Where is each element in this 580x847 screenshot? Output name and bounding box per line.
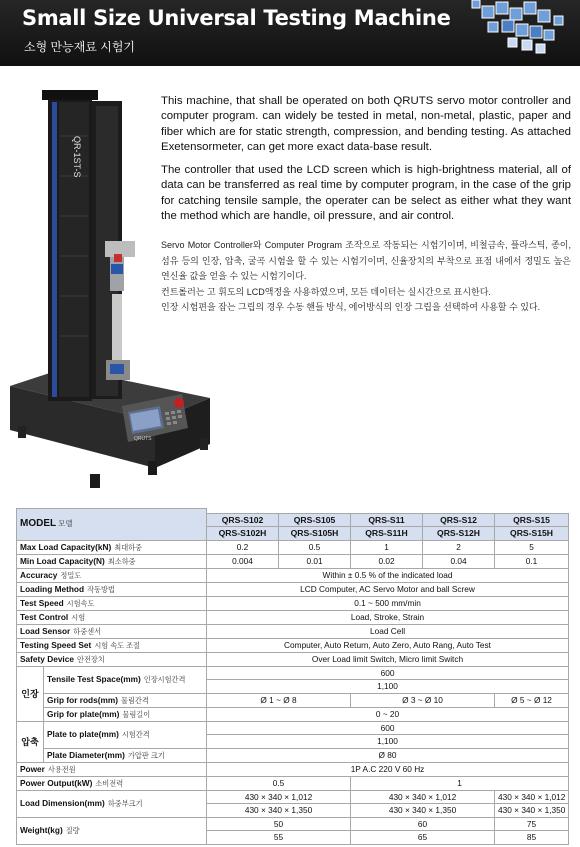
page-title: Small Size Universal Testing Machine <box>22 6 451 30</box>
model-cell: QRS-S12H <box>423 527 495 541</box>
model-cell: QRS-S105 <box>279 513 351 527</box>
table-cell: Ø 1 ~ Ø 8 <box>207 693 351 707</box>
description-korean-2: 컨트롤러는 고 휘도의 LCD액정을 사용하였으며, 모든 데이터는 실시간으로 표시한다. <box>161 287 491 297</box>
row-label-speed-set: Testing Speed Set 시험 속도 조절 <box>17 638 207 652</box>
table-row <box>17 790 569 804</box>
table-cell: 1,100 <box>207 735 569 749</box>
table-row <box>17 776 569 790</box>
table-row <box>17 610 569 624</box>
model-cell: QRS-S11 <box>351 513 423 527</box>
row-label-accuracy: Accuracy 정밀도 <box>17 568 207 582</box>
row-label-test-speed: Test Speed 시험속도 <box>17 596 207 610</box>
table-row <box>17 817 569 831</box>
table-cell: Ø 5 ~ Ø 12 <box>495 693 569 707</box>
model-cell: QRS-S102H <box>207 527 279 541</box>
table-row <box>17 582 569 596</box>
table-cell: 2 <box>423 540 495 554</box>
table-cell: 0.1 <box>495 554 569 568</box>
row-label-max-load: Max Load Capacity(kN) 최대하중 <box>17 540 207 554</box>
table-row <box>17 568 569 582</box>
table-row <box>17 693 569 707</box>
table-cell: 0.02 <box>351 554 423 568</box>
table-row <box>17 540 569 554</box>
row-label-power: Power 사용전원 <box>17 762 207 776</box>
table-row <box>17 638 569 652</box>
model-cell: QRS-S15 <box>495 513 569 527</box>
description-english-1: This machine, that shall be operated on both QRUTS servo motor controller and computer program. can widely be tested in metal, non-metal, plastic, paper and fiber which are for static strength, compression, and bending testing. As attached Exetensormeter, can get more exact data-base result. <box>161 95 571 154</box>
table-cell: 430 × 340 × 1,350 <box>207 804 351 818</box>
table-row <box>17 596 569 610</box>
table-cell: Load, Stroke, Strain <box>207 610 569 624</box>
description-korean-3: 인장 시험편을 잡는 그립의 경우 수동 핸들 방식, 에어방식의 인장 그립을 선택하여 사용할 수 있다. <box>161 302 541 312</box>
table-cell: 430 × 340 × 1,012 <box>351 790 495 804</box>
table-cell: 600 <box>207 721 569 735</box>
row-label-dimension: Load Dimension(mm) 하중부크기 <box>17 790 207 817</box>
table-cell: 430 × 340 × 1,350 <box>495 804 569 818</box>
table-cell: Ø 80 <box>207 748 569 762</box>
table-cell: 430 × 340 × 1,012 <box>207 790 351 804</box>
page-header <box>0 0 580 66</box>
model-cell: QRS-S15H <box>495 527 569 541</box>
table-cell: 0.04 <box>423 554 495 568</box>
row-label-loading-method: Loading Method 작동방법 <box>17 582 207 596</box>
table-cell: Ø 3 ~ Ø 10 <box>351 693 495 707</box>
table-cell: Load Cell <box>207 624 569 638</box>
model-cell: QRS-S11H <box>351 527 423 541</box>
table-cell: LCD Computer, AC Servo Motor and ball Screw <box>207 582 569 596</box>
table-cell: 600 <box>207 666 569 680</box>
page-subtitle: 소형 만능재료 시험기 <box>24 40 135 54</box>
table-row <box>17 652 569 666</box>
table-cell: 85 <box>495 831 569 845</box>
row-label-grip-plate: Grip for plate(mm) 물림길이 <box>44 707 207 721</box>
group-label-tension: 인장 <box>17 666 44 721</box>
group-label-compression: 압축 <box>17 721 44 762</box>
table-cell: 0.004 <box>207 554 279 568</box>
row-label-power-output: Power Output(kW) 소비전력 <box>17 776 207 790</box>
table-cell: 75 <box>495 817 569 831</box>
table-cell: Within ± 0.5 % of the indicated load <box>207 568 569 582</box>
table-cell: 430 × 340 × 1,012 <box>495 790 569 804</box>
model-cell: QRS-S12 <box>423 513 495 527</box>
table-cell: 0.1 ~ 500 mm/min <box>207 596 569 610</box>
table-cell: 0.5 <box>207 776 351 790</box>
table-cell: 0.01 <box>279 554 351 568</box>
row-label-tensile-space: Tensile Test Space(mm) 인장시험간격 <box>44 666 207 693</box>
table-cell: 1 <box>351 776 569 790</box>
table-cell: 50 <box>207 817 351 831</box>
table-row <box>17 721 569 735</box>
table-cell: Computer, Auto Return, Auto Zero, Auto Rang, Auto Test <box>207 638 569 652</box>
row-label-grip-rods: Grip for rods(mm) 물림간격 <box>44 693 207 707</box>
panel-label: QRUTS <box>134 436 152 442</box>
row-label-min-load: Min Load Capacity(N) 최소하중 <box>17 554 207 568</box>
table-cell: 65 <box>351 831 495 845</box>
table-cell: 1 <box>351 540 423 554</box>
row-label-plate-to-plate: Plate to plate(mm) 시험간격 <box>44 721 207 748</box>
row-label-test-control: Test Control 시험 <box>17 610 207 624</box>
row-label-weight: Weight(kg) 질량 <box>17 817 207 844</box>
table-row <box>17 748 569 762</box>
spec-table <box>16 508 569 845</box>
table-cell: 55 <box>207 831 351 845</box>
table-cell: 60 <box>351 817 495 831</box>
table-cell: Over Load limit Switch, Micro limit Switch <box>207 652 569 666</box>
cube-graphic <box>452 0 572 66</box>
column-label: QR-1ST-S <box>72 136 82 178</box>
model-header: MODEL 모델 <box>17 509 207 541</box>
table-cell: 0 ~ 20 <box>207 707 569 721</box>
table-cell: 0.2 <box>207 540 279 554</box>
table-cell: 1P A.C 220 V 60 Hz <box>207 762 569 776</box>
description-english-2: The controller that used the LCD screen which is high-brightness material, all of data can be transferred as real time by computer program, in the case of the grip for catching tensile sample, the operater can be select as either what they want the method which are handle, oil pressure, and air control. <box>161 164 571 223</box>
model-cell: QRS-S105H <box>279 527 351 541</box>
table-row <box>17 666 569 680</box>
table-cell: 1,100 <box>207 680 569 694</box>
table-cell: 430 × 340 × 1,350 <box>351 804 495 818</box>
table-row <box>17 707 569 721</box>
row-label-safety: Safety Device 안전장치 <box>17 652 207 666</box>
table-row <box>17 554 569 568</box>
table-cell: 5 <box>495 540 569 554</box>
table-cell: 0.5 <box>279 540 351 554</box>
row-label-plate-diameter: Plate Diameter(mm) 가압판 크기 <box>44 748 207 762</box>
table-row <box>17 762 569 776</box>
description-korean-1: Servo Motor Controller와 Computer Program 조작으로 작동되는 시험기이며, 비철금속, 플라스틱, 종이, 섬유 등의 인장, 압축, 굴곡 시험을 할 수 있는 시험기이며, 신율장치의 부착으로 표점 내에서 정밀도 높은 연신율 값을 얻을 수 있는 시험기이다. <box>161 240 571 281</box>
row-label-load-sensor: Load Sensor 하중센서 <box>17 624 207 638</box>
model-cell: QRS-S102 <box>207 513 279 527</box>
table-row <box>17 624 569 638</box>
